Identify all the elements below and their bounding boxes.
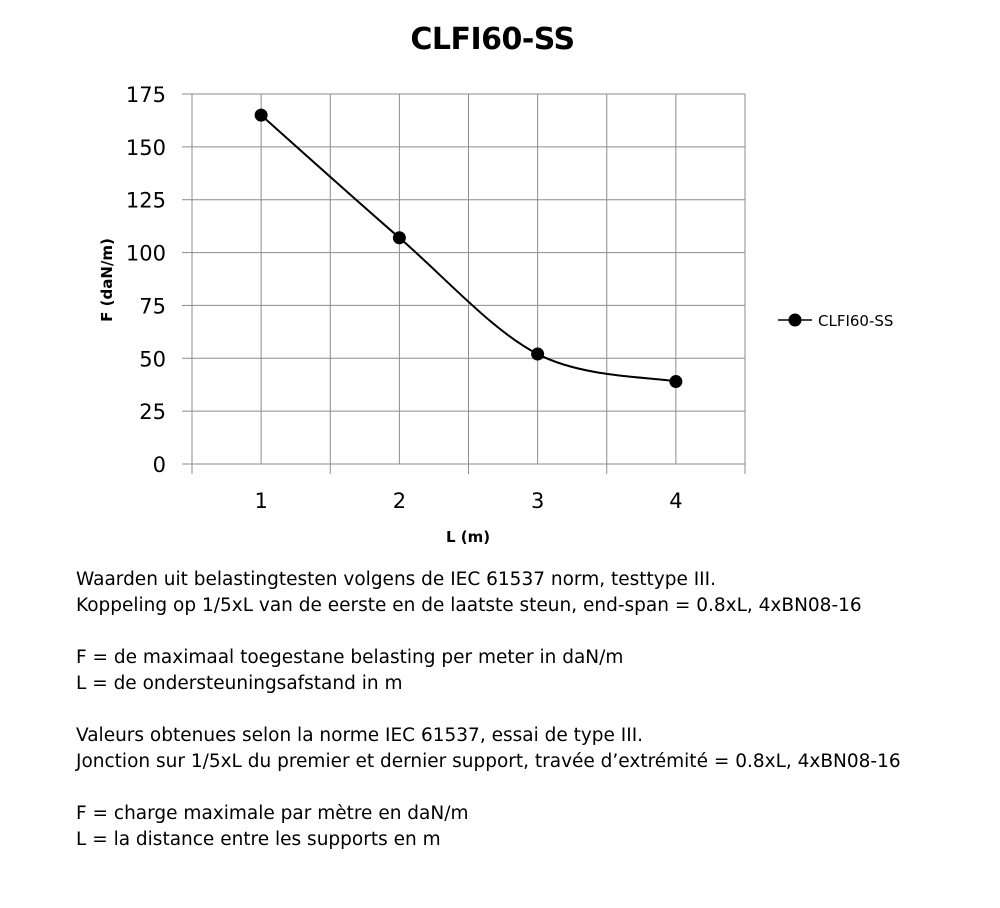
data-point: [669, 375, 682, 388]
x-tick-label: 3: [530, 489, 545, 513]
legend-label: CLFI60-SS: [818, 312, 894, 330]
legend-marker: [789, 314, 802, 327]
y-tick-label: 175: [125, 83, 166, 107]
notes-nl-line2: Koppeling op 1/5xL van de eerste en de laatste steun, end-span = 0.8xL, 4xBN08-16: [76, 595, 862, 616]
notes-nl-def-f: F = de maximaal toegestane belasting per meter in daN/m: [76, 647, 624, 668]
notes-nl-paragraph: [76, 567, 986, 619]
x-tick-label: 4: [669, 489, 683, 513]
y-tick-label: 25: [139, 400, 166, 425]
data-point: [393, 231, 406, 244]
notes-fr-line1: Valeurs obtenues selon la norme IEC 61537, essai de type III.: [76, 725, 644, 746]
notes-fr-paragraph: [76, 723, 986, 775]
y-axis-label: F (daN/m): [98, 238, 116, 322]
y-tick-label: 0: [152, 453, 166, 477]
chart-title: CLFI60-SS: [410, 22, 575, 57]
y-tick-label: 100: [125, 241, 166, 266]
y-tick-labels: [126, 83, 166, 477]
x-tick-label: 2: [392, 489, 407, 513]
x-axis-label: L (m): [445, 528, 491, 546]
x-tick-label: 1: [254, 489, 268, 513]
notes-nl-def-l: L = de ondersteuningsafstand in m: [76, 673, 403, 694]
notes-nl-definitions: [76, 645, 986, 697]
y-tick-label: 50: [139, 347, 166, 372]
notes-fr-def-l: L = la distance entre les supports en m: [76, 829, 441, 850]
notes-fr-def-f: F = charge maximale par mètre en daN/m: [76, 803, 469, 824]
y-tick-label: 125: [125, 188, 166, 213]
data-point: [255, 109, 268, 122]
notes-fr-line2: Jonction sur 1/5xL du premier et dernier support, travée d’extrémité = 0.8xL, 4xBN08-16: [76, 751, 901, 772]
legend: [778, 312, 893, 330]
gridlines: [192, 94, 745, 464]
x-tick-labels: [254, 489, 682, 513]
notes-nl-line1: Waarden uit belastingtesten volgens de IEC 61537 norm, testtype III.: [76, 569, 716, 590]
y-tick-label: 150: [125, 135, 166, 160]
notes-fr-definitions: [76, 801, 986, 853]
data-point: [531, 348, 544, 361]
y-tick-label: 75: [139, 294, 166, 319]
notes: [76, 567, 986, 879]
axes: [182, 94, 745, 474]
